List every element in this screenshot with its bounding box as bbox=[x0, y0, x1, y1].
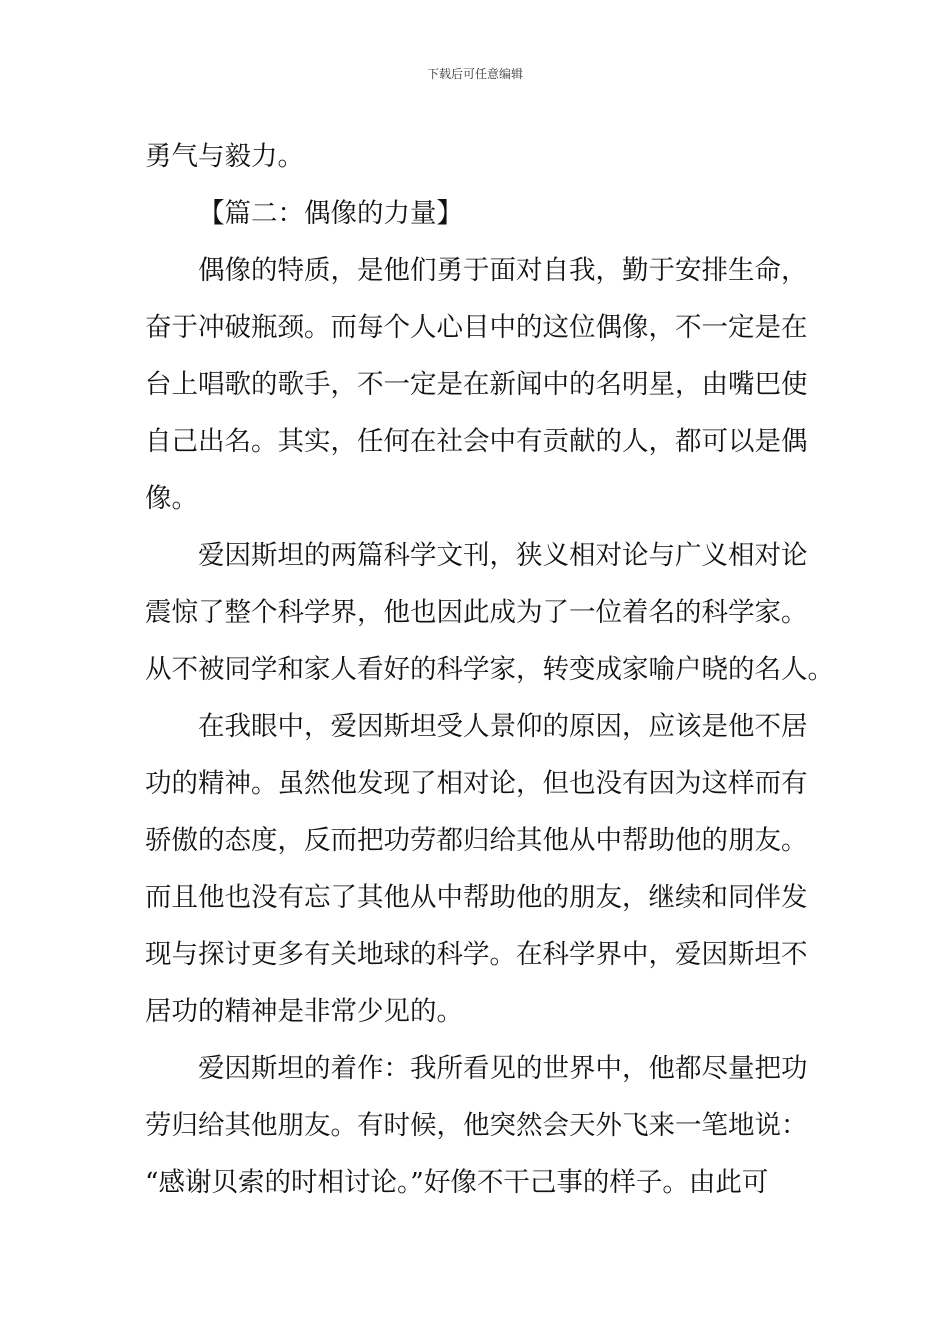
text-line: “感谢贝索的时相讨论。”好像不干己事的样子。由此可 bbox=[145, 1167, 769, 1198]
text-line: 居功的精神是非常少见的。 bbox=[145, 996, 463, 1027]
text-line: 而且他也没有忘了其他从中帮助他的朋友，继续和同伴发 bbox=[145, 882, 808, 913]
text-line: 爱因斯坦的着作：我所看见的世界中，他都尽量把功 bbox=[198, 1053, 808, 1084]
text-line: 功的精神。虽然他发现了相对论，但也没有因为这样而有 bbox=[145, 768, 808, 799]
text-line: 奋于冲破瓶颈。而每个人心目中的这位偶像，不一定是在 bbox=[145, 312, 808, 343]
page-header: 下载后可任意编辑 bbox=[426, 67, 523, 81]
text-line: 骄傲的态度，反而把功劳都归给其他从中帮助他的朋友。 bbox=[145, 825, 808, 856]
text-line: 震惊了整个科学界，他也因此成为了一位着名的科学家。 bbox=[145, 597, 808, 628]
document-body bbox=[145, 128, 834, 1211]
text-line: 台上唱歌的歌手，不一定是在新闻中的名明星，由嘴巴使 bbox=[145, 369, 808, 400]
text-line: 爱因斯坦的两篇科学文刊，狭义相对论与广义相对论 bbox=[198, 540, 808, 571]
text-line: 偶像的特质，是他们勇于面对自我，勤于安排生命， bbox=[198, 255, 808, 286]
section-title: 【篇二：偶像的力量】 bbox=[198, 198, 463, 229]
text-line: 在我眼中，爱因斯坦受人景仰的原因，应该是他不居 bbox=[198, 711, 808, 742]
text-line: 自己出名。其实，任何在社会中有贡献的人，都可以是偶 bbox=[145, 426, 808, 457]
text-line: 勇气与毅力。 bbox=[145, 141, 304, 172]
text-line: 劳归给其他朋友。有时候，他突然会天外飞来一笔地说： bbox=[145, 1110, 808, 1141]
text-line: 从不被同学和家人看好的科学家，转变成家喻户晓的名人。 bbox=[145, 654, 834, 685]
text-line: 像。 bbox=[145, 483, 198, 514]
text-line: 现与探讨更多有关地球的科学。在科学界中，爱因斯坦不 bbox=[145, 939, 808, 970]
